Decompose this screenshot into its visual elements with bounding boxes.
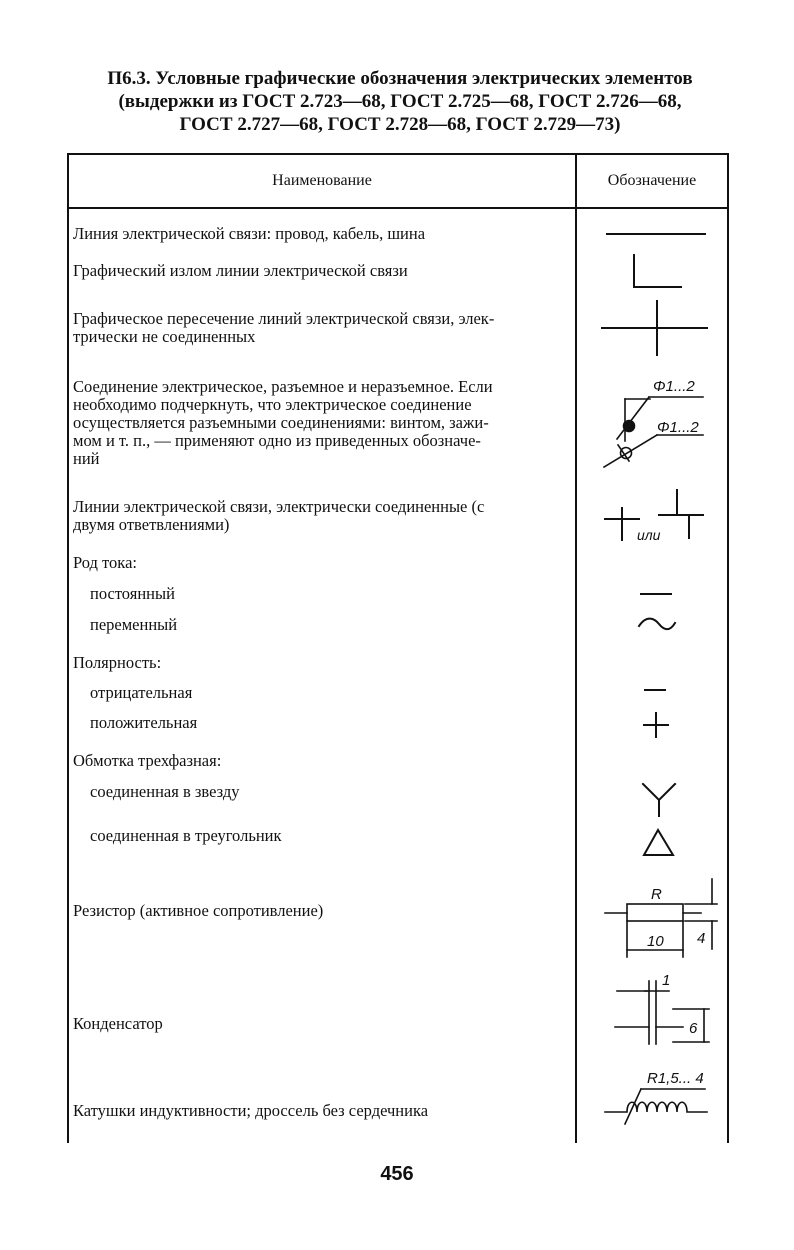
row-capacitor: Конденсатор bbox=[73, 1014, 163, 1033]
ili-label: или bbox=[637, 527, 661, 543]
positive-symbol bbox=[644, 713, 668, 737]
capacitor-6-label: 6 bbox=[689, 1020, 698, 1037]
bend-symbol bbox=[634, 255, 681, 287]
row-polarity: Полярность: bbox=[73, 653, 162, 672]
row-wire: Линия электрической связи: провод, кабель, шина bbox=[73, 224, 426, 243]
crossing-symbol bbox=[602, 301, 707, 355]
resistor-4-label: 4 bbox=[697, 930, 706, 947]
ac-symbol bbox=[639, 619, 675, 630]
page-number: 456 bbox=[380, 1163, 414, 1185]
star-symbol bbox=[643, 784, 675, 816]
row-connection-line-4: мом и т. п., — применяют одно из приведенных обозначе- bbox=[73, 431, 481, 450]
symbols-column bbox=[577, 209, 727, 1143]
table-title-line-3: ГОСТ 2.727—68, ГОСТ 2.728—68, ГОСТ 2.729—73) bbox=[179, 114, 621, 135]
row-polarity-negative: отрицательная bbox=[90, 683, 193, 702]
header-symbol: Обозначение bbox=[607, 172, 697, 189]
row-connection-line-5: ний bbox=[73, 449, 100, 468]
row-resistor: Резистор (активное сопротивление) bbox=[73, 901, 324, 920]
row-current-ac: переменный bbox=[90, 615, 178, 634]
row-crossing-line-1: Графическое пересечение линий электрической связи, элек- bbox=[73, 309, 495, 328]
phi-label-1: Φ1...2 bbox=[653, 378, 695, 395]
row-current: Род тока: bbox=[73, 553, 137, 572]
row-inductor: Катушки индуктивности; дроссель без сердечника bbox=[73, 1101, 429, 1120]
table-title-line-2: (выдержки из ГОСТ 2.723—68, ГОСТ 2.725—68, ГОСТ 2.726—68, bbox=[118, 91, 682, 112]
row-branch-line-1: Линии электрической связи, электрически соединенные (с bbox=[73, 497, 485, 516]
delta-symbol bbox=[644, 830, 673, 855]
row-connection-line-3: осуществляется разъемными соединениями: винтом, зажи- bbox=[73, 413, 489, 432]
phi-label-2: Φ1...2 bbox=[657, 419, 699, 436]
row-bend: Графический излом линии электрической связи bbox=[73, 261, 408, 280]
row-crossing-line-2: трически не соединенных bbox=[73, 327, 256, 346]
row-winding: Обмотка трехфазная: bbox=[73, 751, 222, 770]
inductor-r-label: R1,5... 4 bbox=[647, 1070, 704, 1087]
row-current-dc: постоянный bbox=[90, 584, 175, 603]
row-winding-delta: соединенная в треугольник bbox=[90, 826, 282, 845]
row-connection-line-1: Соединение электрическое, разъемное и неразъемное. Если bbox=[73, 377, 493, 396]
table-title-line-1: П6.3. Условные графические обозначения электрических элементов bbox=[107, 68, 693, 89]
row-connection-line-2: необходимо подчеркнуть, что электрическое соединение bbox=[73, 395, 472, 414]
resistor-10-label: 10 bbox=[647, 933, 664, 950]
row-polarity-positive: положительная bbox=[90, 713, 198, 732]
inductor-symbol bbox=[605, 1089, 707, 1124]
resistor-r-label: R bbox=[651, 886, 662, 903]
header-name: Наименование bbox=[272, 172, 372, 189]
row-branch-line-2: двумя ответвлениями) bbox=[73, 515, 230, 534]
capacitor-1-label: 1 bbox=[662, 972, 671, 989]
row-winding-star: соединенная в звезду bbox=[90, 782, 240, 801]
